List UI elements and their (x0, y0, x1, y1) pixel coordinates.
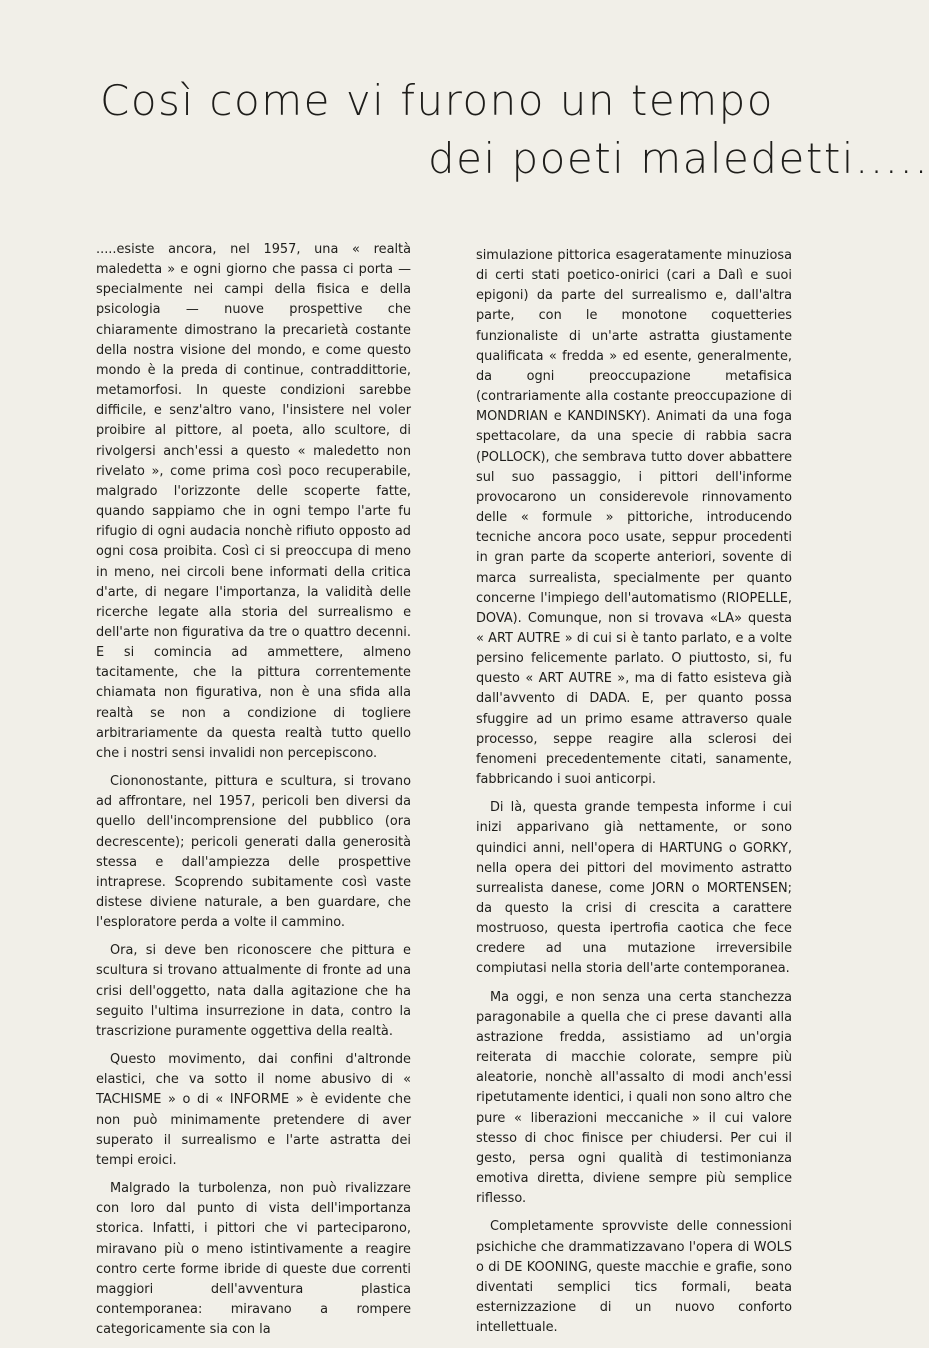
paragraph: Ora, si deve ben riconoscere che pittura e scultura si trovano attualmente di fronte ad una crisi dell'oggetto, nata dalla agitazione che ha seguito l'ultima insurrezione in data, contro la trascrizione puramente oggettiva della realtà. (96, 943, 411, 1039)
title-line-1: Così come vi furono un tempo (100, 76, 774, 125)
paragraph: Ciononostante, pittura e scultura, si trovano ad affrontare, nel 1957, pericoli ben diversi da quello dell'incomprensione del pubblico (ora decrescente); pericoli generati dalla generosità stessa e dall'ampiezza delle prospettive intraprese. Scoprendo subitamente così vaste distese diviene naturale, a ben guardare, che l'esploratore perda a volte il cammino. (96, 774, 411, 931)
right-column (476, 246, 792, 1346)
paragraph: Di là, questa grande tempesta informe i cui inizi apparivano già nettamente, or sono quindici anni, nell'opera di HARTUNG o GORKY, nella opera dei pittori del movimento astratto surrealista danese, come JORN o MORTENSEN; da questo la crisi di crescita a carattere mostruoso, questa ipertrofia caotica che fece credere ad una mutazione irreversibile compiutasi nella storia dell'arte contemporanea. (476, 800, 792, 977)
paragraph: Ma oggi, e non senza una certa stanchezza paragonabile a quella che ci prese davanti alla astrazione fredda, assistiamo ad un'orgia reiterata di macchie colorate, sempre più aleatorie, nonchè all'assalto di modi anch'essi ripetutamente identici, i quali non sono altro che pure « liberazioni meccaniche » il cui valore stesso di choc finisce per chiudersi. Per cui il gesto, persa ogni qualità di testimonianza emotiva diretta, diviene sempre più semplice riflesso. (476, 989, 792, 1207)
paragraph: simulazione pittorica esageratamente minuziosa di certi stati poetico-onirici (cari a Dalì e suoi epigoni) da parte del surrealismo e, dall'altra parte, con le monotone coquetteries funzionaliste di un'arte astratta giustamente qualificata « fredda » ed esente, generalmente, da ogni preoccupazione metafisica (contrariamente alla costante preoccupazione di MONDRIAN e KANDINSKY). Animati da una foga spettacolare, da una specie di rabbia sacra (POLLOCK), che sembrava tutto dover abbattere sul suo passaggio, i pittori dell'informe provocarono un considerevole rinnovamento delle « formule » pittoriche, introducendo tecniche ancora poco usate, seppur procedenti in gran parte da scoperte anteriori, sovente di marca surrealista, specialmente per quanto concerne l'impiego dell'automatismo (RIOPELLE, DOVA). Comunque, non si trovava «LA» questa « ART AUTRE » di cui si è tanto parlato, e a volte persino felicemente parlato. O piuttosto, si, fu questo « ART AUTRE », ma di fatto esisteva già dall'avvento di DADA. E, per quanto possa sfuggire ad un primo esame attraverso quale processo, seppe reagire alla sclerosi dei fenomeni precedentemente citati, sanamente, fabbricando i suoi anticorpi. (476, 248, 792, 788)
title-line-2: dei poeti maledetti..... (428, 134, 929, 183)
paragraph: Malgrado la turbolenza, non può rivalizzare con loro dal punto di vista dell'importanza storica. Infatti, i pittori che vi parteciparono, miravano più o meno istintivamente a reagire contro certe forme ibride di queste due correnti maggiori dell'avventura plastica contemporanea: miravano a rompere categoricamente sia con la (96, 1181, 411, 1338)
paragraph: Completamente sprovviste delle connessioni psichiche che drammatizzavano l'opera di WOLS o di DE KOONING, queste macchie e grafie, sono diventati semplici tics formali, beata esternizzazione di un nuovo conforto intellettuale. (476, 1219, 792, 1336)
paragraph: .....esiste ancora, nel 1957, una « realtà maledetta » e ogni giorno che passa ci porta — specialmente nei campi della fisica e della psicologia — nuove prospettive che chiaramente dimostrano la precarietà costante della nostra visione del mondo, e come questo mondo è la preda di continue, contraddittorie, metamorfosi. In queste condizioni sarebbe difficile, e senz'altro vano, l'insistere nel voler proibire al pittore, al poeta, allo scultore, di rivolgersi anch'essi a questo « maledetto non rivelato », come prima così poco recuperabile, malgrado l'orizzonte delle scoperte fatte, quando sappiamo che in ogni tempo l'arte fu rifugio di ogni audacia nonchè rifiuto opposto ad ogni cosa proibita. Così ci si preoccupa di meno in meno, nei circoli bene informati della critica d'arte, di negare l'importanza, la validità delle ricerche legate alla storia del surrealismo e dell'arte non figurativa da tre o quattro decenni. E si comincia ad ammettere, almeno tacitamente, che la pittura correntemente chiamata non figurativa, non è una sfida alla realtà se non a condizione di togliere arbitrariamente da questa realtà tutto quello che i nostri sensi invalidi non percepiscono. (96, 242, 411, 761)
left-column (96, 240, 411, 1348)
paragraph: Questo movimento, dai confini d'altronde elastici, che va sotto il nome abusivo di « TACHISME » o di « INFORME » è evidente che non può minimamente pretendere di aver superato il surrealismo e l'arte astratta dei tempi eroici. (96, 1052, 411, 1168)
